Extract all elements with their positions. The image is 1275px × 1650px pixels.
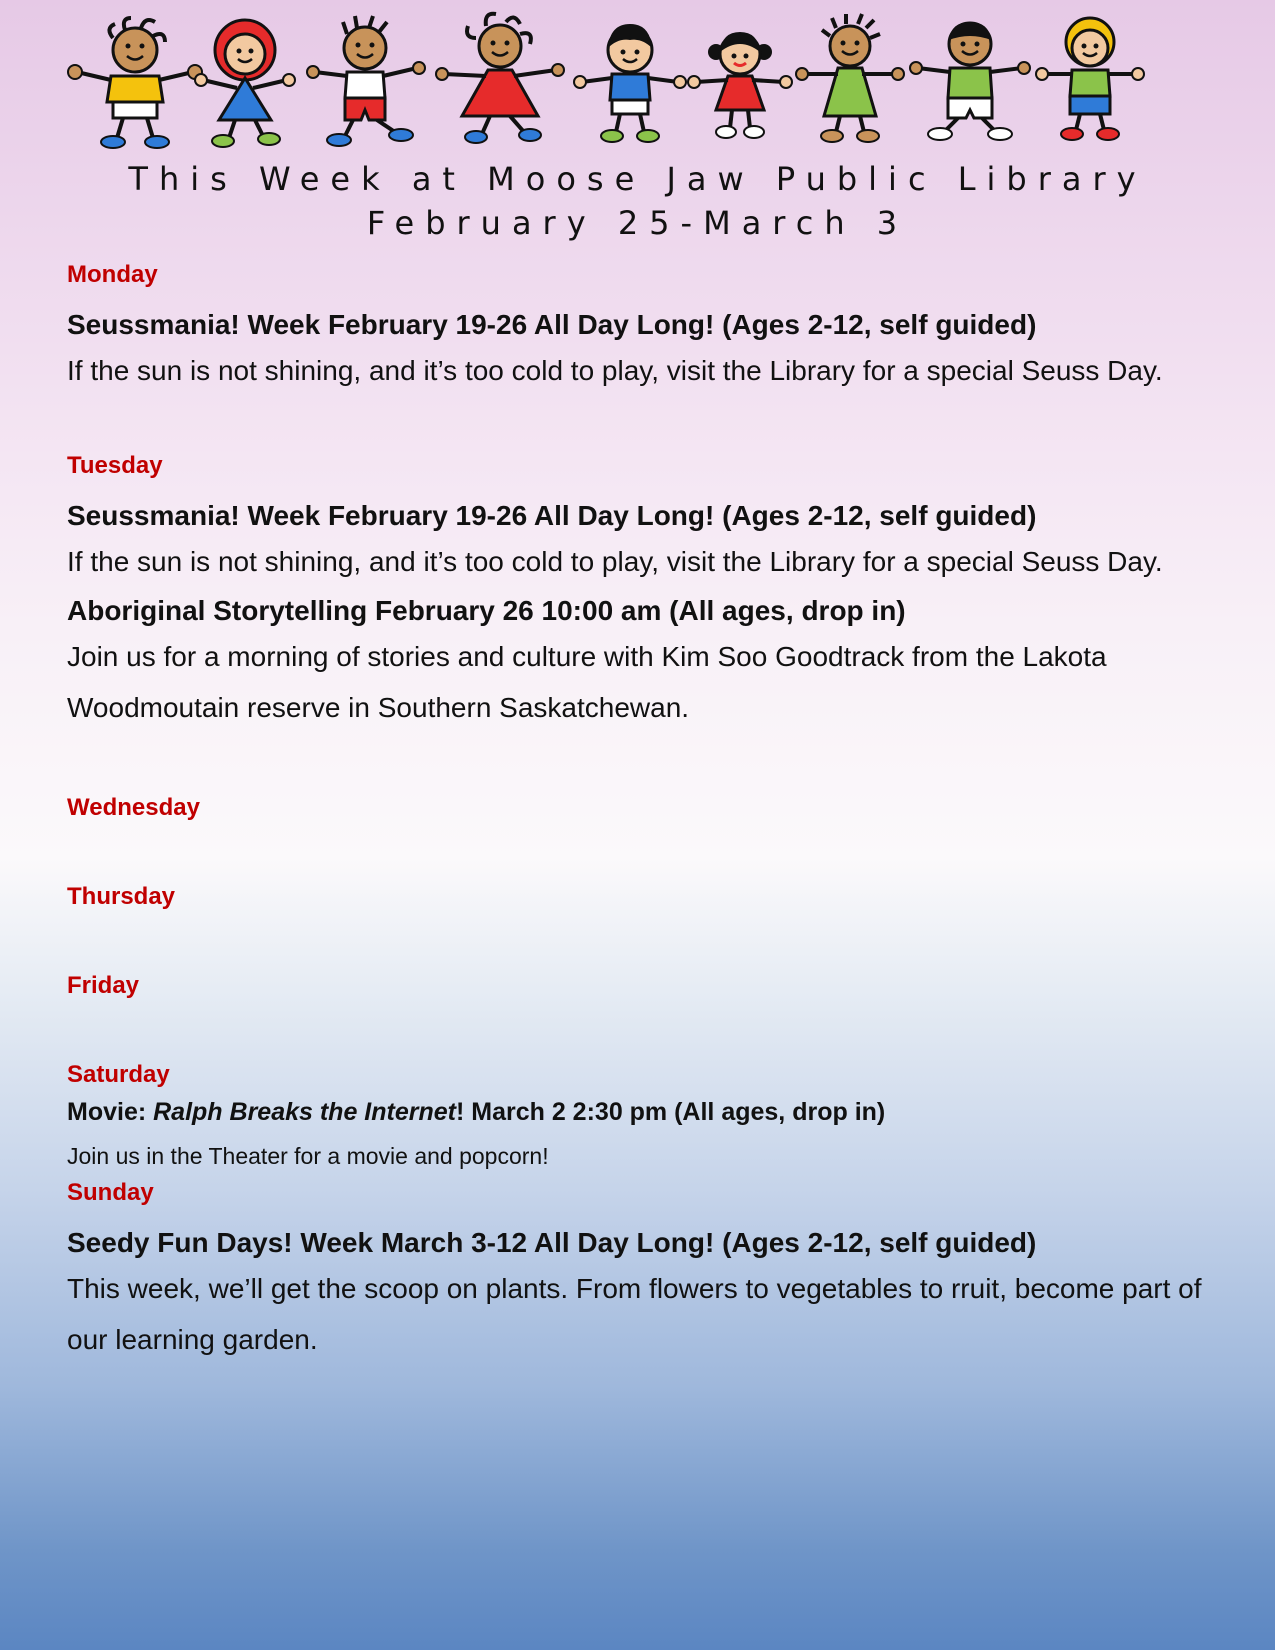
movie-title: Ralph Breaks the Internet bbox=[153, 1098, 456, 1126]
day-heading-sunday: Sunday bbox=[67, 1179, 154, 1206]
day-heading-monday: Monday bbox=[67, 261, 158, 288]
event-description: Join us in the Theater for a movie and popcorn! bbox=[67, 1143, 549, 1169]
event-title bbox=[67, 1090, 1227, 1134]
event-title-prefix: Movie: bbox=[67, 1098, 154, 1126]
event-description: Join us for a morning of stories and culture with Kim Soo Goodtrack from the Lakota Woodmoutain reserve in Southern Saskatchewan. bbox=[67, 641, 1107, 723]
weekly-schedule bbox=[67, 260, 1227, 1365]
day-heading-friday: Friday bbox=[67, 972, 140, 999]
kid-figure bbox=[574, 24, 686, 142]
event-title-suffix: ! March 2 2:30 pm (All ages, drop in) bbox=[455, 1098, 886, 1126]
event-title: Seedy Fun Days! Week March 3-12 All Day Long! (Ages 2-12, self guided) bbox=[67, 1227, 1037, 1258]
day-heading-wednesday: Wednesday bbox=[67, 794, 200, 821]
event-title: Aboriginal Storytelling February 26 10:00 am (All ages, drop in) bbox=[67, 595, 906, 626]
event-description: This week, we’ll get the scoop on plants. From flowers to vegetables to rruit, become part of our learning garden. bbox=[67, 1273, 1202, 1355]
kid-figure bbox=[307, 16, 425, 146]
day-heading-tuesday: Tuesday bbox=[67, 452, 163, 479]
event-description: If the sun is not shining, and it’s too cold to play, visit the Library for a special Seuss Day. bbox=[67, 546, 1163, 577]
event-description: If the sun is not shining, and it’s too cold to play, visit the Library for a special Seuss Day. bbox=[67, 355, 1163, 386]
event-title: Seussmania! Week February 19-26 All Day Long! (Ages 2-12, self guided) bbox=[67, 500, 1037, 531]
kid-figure bbox=[910, 22, 1030, 140]
kid-figure bbox=[68, 18, 202, 148]
kid-figure bbox=[688, 32, 792, 138]
day-heading-saturday: Saturday bbox=[67, 1061, 170, 1088]
kid-figure bbox=[796, 14, 904, 142]
page-title: This Week at Moose Jaw Public Library bbox=[128, 160, 1147, 198]
event-title: Seussmania! Week February 19-26 All Day Long! (Ages 2-12, self guided) bbox=[67, 309, 1037, 340]
date-range: February 25-March 3 bbox=[366, 204, 909, 242]
kid-figure bbox=[1036, 18, 1144, 140]
kid-figure bbox=[436, 14, 564, 143]
kids-banner-illustration bbox=[60, 8, 1210, 158]
day-heading-thursday: Thursday bbox=[67, 883, 176, 910]
kid-figure bbox=[195, 20, 295, 147]
